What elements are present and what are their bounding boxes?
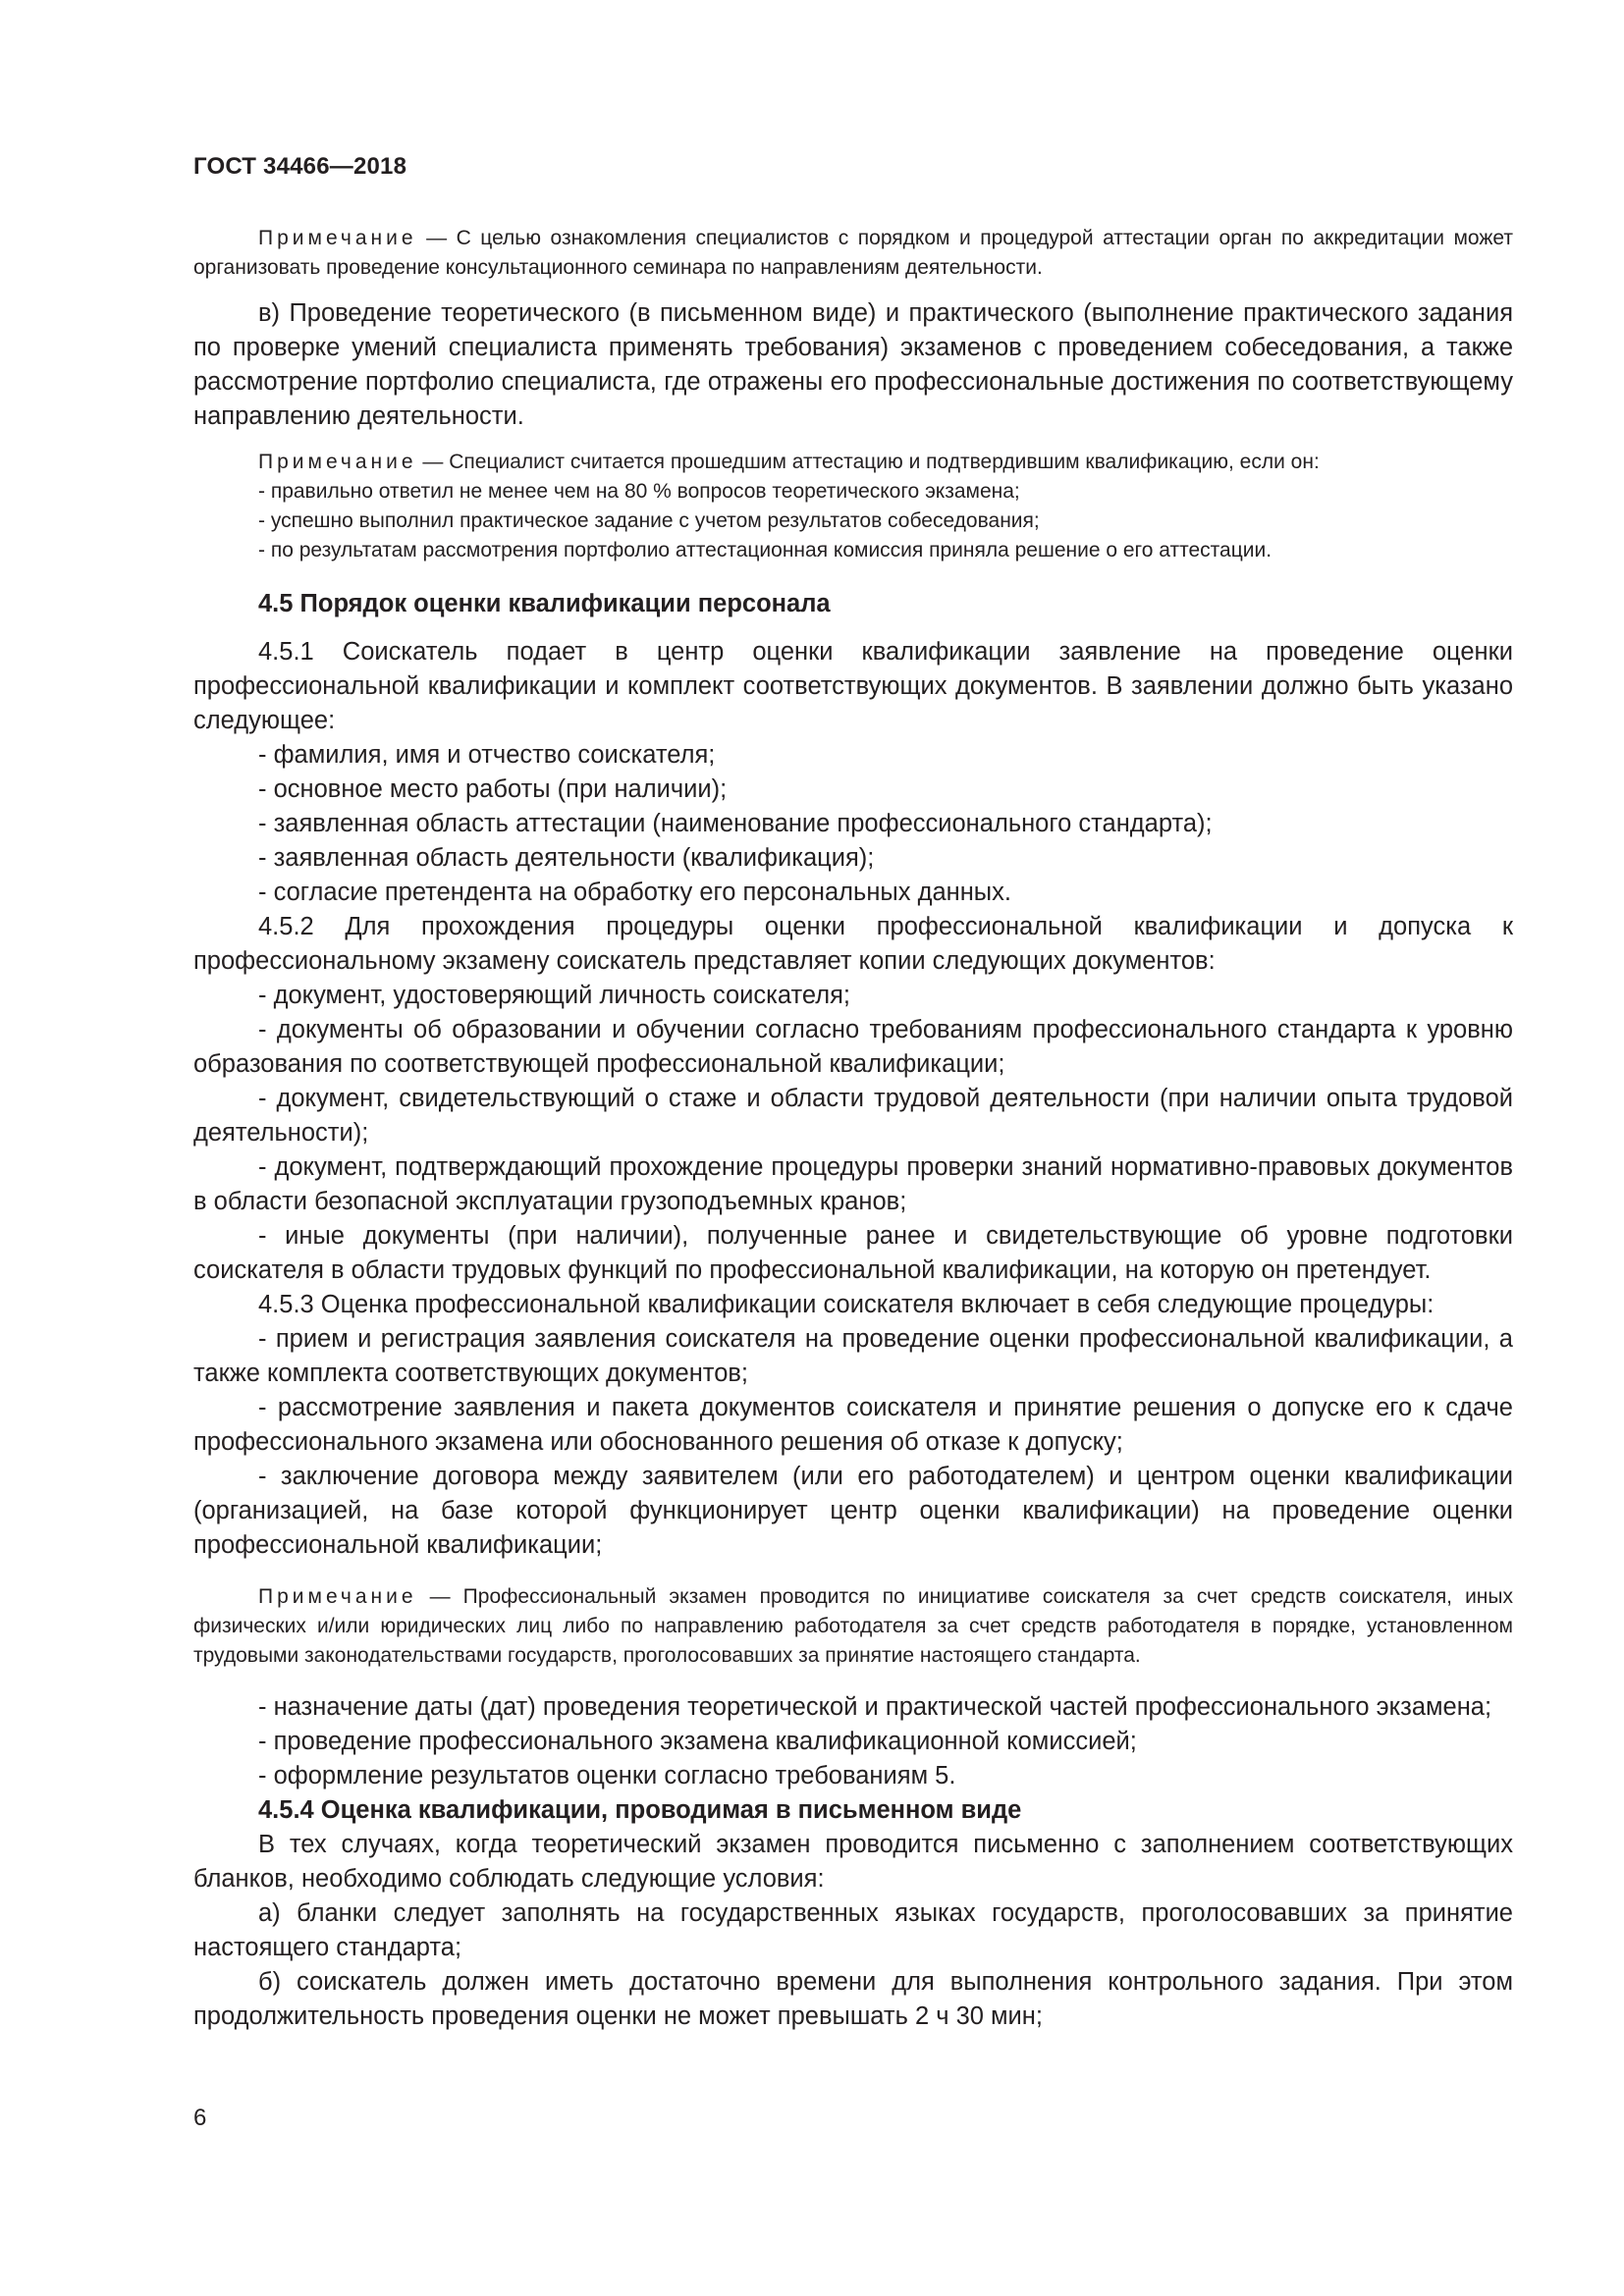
list-item: - прием и регистрация заявления соискателя на проведение оценки профессиональной квалификации, а также комплекта соответствующих документов; xyxy=(193,1325,1513,1387)
list-item: б) соискатель должен иметь достаточно времени для выполнения контрольного задания. При этом продолжительность проведения оценки не может превышать 2 ч 30 мин; xyxy=(193,1968,1513,2030)
list-item: - заявленная область аттестации (наименование профессионального стандарта); xyxy=(258,810,1213,837)
list-item: - иные документы (при наличии), полученные ранее и свидетельствующие об уровне подготовки соискателя в области трудовых функций по профессиональной квалификации, на которую он претендует. xyxy=(193,1222,1513,1284)
paragraph-4-5-1: 4.5.1 Соискатель подает в центр оценки квалификации заявление на проведение оценки профессиональной квалификации и комплект соответствующих документов. В заявлении должно быть указано следующее: xyxy=(193,638,1513,734)
list-item: - согласие претендента на обработку его персональных данных. xyxy=(258,879,1011,906)
list-item: - документы об образовании и обучении согласно требованиям профессионального стандарта к уровню образования по соответствующей профессиональной квалификации; xyxy=(193,1016,1513,1078)
note-label: Примечание xyxy=(258,227,417,249)
list-item: - успешно выполнил практическое задание с учетом результатов собеседования; xyxy=(258,509,1040,532)
document-header-title: ГОСТ 34466—2018 xyxy=(193,153,407,180)
note-text: — Профессиональный экзамен проводится по инициативе соискателя за счет средств соискателя, иных физических и/или юридических лиц либо по направлению работодателя за счет средств работодателя в порядке, установленном трудовыми законодательствами государств, проголосовавших за принятие настоящего стандарта. xyxy=(193,1585,1513,1667)
note-1 xyxy=(193,224,1513,283)
note-label: Примечание xyxy=(258,451,417,473)
note-label: Примечание xyxy=(258,1585,417,1608)
paragraph-v: в) Проведение теоретического (в письменном виде) и практического (выполнение практического задания по проверке умений специалиста применять требования) экзаменов с проведением собеседования, а также рассмотрение портфолио специалиста, где отражены его профессиональные достижения по соответствующему направлению деятельности. xyxy=(193,299,1513,430)
note-2 xyxy=(193,448,1513,477)
list-item: - заключение договора между заявителем (или его работодателем) и центром оценки квалификации (организацией, на базе которой функционирует центр оценки квалификации) на проведение оценки профессиональной квалификации; xyxy=(193,1463,1513,1559)
note-2-list xyxy=(193,477,1513,565)
note-text: — С целью ознакомления специалистов с порядком и процедурой аттестации орган по аккредитации может организовать проведение консультационного семинара по направлениям деятельности. xyxy=(193,227,1513,279)
section-heading-4-5-4: 4.5.4 Оценка квалификации, проводимая в письменном виде xyxy=(258,1796,1022,1824)
page-number: 6 xyxy=(193,2105,207,2131)
list-item: - рассмотрение заявления и пакета документов соискателя и принятие решения о допуске его к сдаче профессионального экзамена или обоснованного решения об отказе к допуску; xyxy=(193,1394,1513,1456)
list-item: - фамилия, имя и отчество соискателя; xyxy=(258,741,716,769)
note-text: — Специалист считается прошедшим аттестацию и подтвердившим квалификацию, если он: xyxy=(416,451,1320,473)
list-item: - проведение профессионального экзамена квалификационной комиссией; xyxy=(258,1728,1137,1755)
list-item: - документ, удостоверяющий личность соискателя; xyxy=(258,982,850,1009)
list-item: - правильно ответил не менее чем на 80 % вопросов теоретического экзамена; xyxy=(258,480,1020,503)
list-item: - заявленная область деятельности (квалификация); xyxy=(258,844,875,872)
list-item: - основное место работы (при наличии); xyxy=(258,775,728,803)
paragraph-4-5-3: 4.5.3 Оценка профессиональной квалификации соискателя включает в себя следующие процедуры: xyxy=(258,1291,1435,1318)
list-item: - по результатам рассмотрения портфолио аттестационная комиссия приняла решение о его аттестации. xyxy=(258,539,1272,561)
paragraph-4-5-4-intro: В тех случаях, когда теоретический экзамен проводится письменно с заполнением соответствующих бланков, необходимо соблюдать следующие условия: xyxy=(193,1831,1513,1893)
paragraph-4-5-2: 4.5.2 Для прохождения процедуры оценки профессиональной квалификации и допуска к профессиональному экзамену соискатель представляет копии следующих документов: xyxy=(193,913,1513,975)
list-item: - документ, подтверждающий прохождение процедуры проверки знаний нормативно-правовых документов в области безопасной эксплуатации грузоподъемных кранов; xyxy=(193,1153,1513,1215)
section-heading-4-5: 4.5 Порядок оценки квалификации персонала xyxy=(258,590,831,617)
list-item: а) бланки следует заполнять на государственных языках государств, проголосовавших за принятие настоящего стандарта; xyxy=(193,1899,1513,1961)
list-item: - назначение даты (дат) проведения теоретической и практической частей профессионального экзамена; xyxy=(258,1693,1492,1721)
note-3 xyxy=(193,1582,1513,1671)
list-item: - оформление результатов оценки согласно требованиям 5. xyxy=(258,1762,956,1789)
page-content xyxy=(193,224,1513,2034)
list-item: - документ, свидетельствующий о стаже и области трудовой деятельности (при наличии опыта трудовой деятельности); xyxy=(193,1085,1513,1147)
